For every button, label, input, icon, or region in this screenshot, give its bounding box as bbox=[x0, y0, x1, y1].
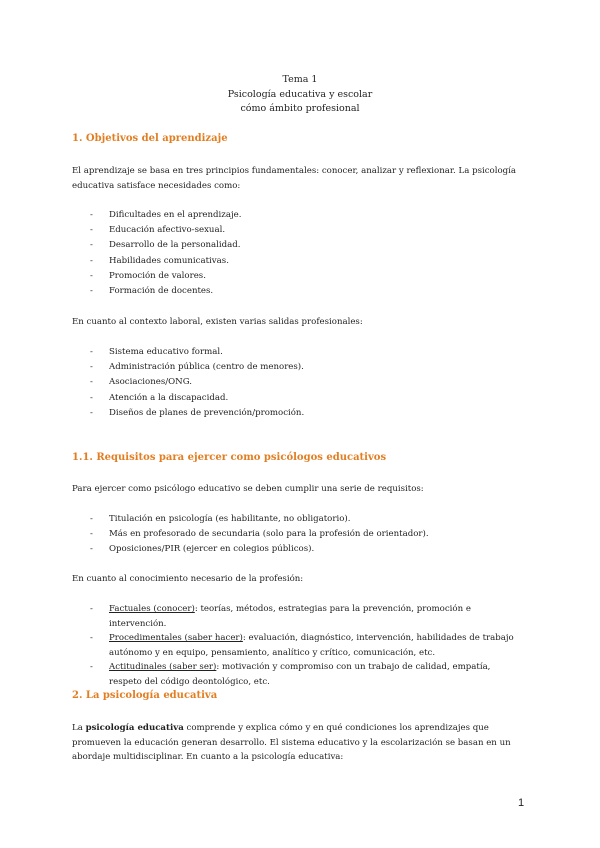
title-line-1: Tema 1 bbox=[282, 74, 318, 85]
knowledge-desc: : motivación y compromiso con un trabajo de calidad, empatía, respeto del código deontológico, etc. bbox=[109, 662, 491, 687]
paragraph-lead: La bbox=[72, 723, 86, 733]
section-1-intro: El aprendizaje se basa en tres principios fundamentales: conocer, analizar y reflexionar. La psicología educativa satisface necesidades como: bbox=[72, 166, 517, 191]
list-item: - Oposiciones/PIR (ejercer en colegios públicos). bbox=[90, 542, 520, 557]
list-item bbox=[90, 602, 520, 631]
knowledge-term: Factuales (conocer) bbox=[109, 604, 195, 614]
list-item bbox=[90, 631, 520, 660]
knowledge-term: Actitudinales (saber ser) bbox=[109, 662, 217, 673]
list-item: - Desarrollo de la personalidad. bbox=[90, 238, 520, 253]
section-2-heading: 2. La psicología educativa bbox=[72, 690, 218, 701]
professional-exits-list bbox=[90, 345, 520, 421]
list-item: - Habilidades comunicativas. bbox=[90, 254, 520, 269]
list-item: - Dificultades en el aprendizaje. bbox=[90, 208, 520, 223]
list-item: - Diseños de planes de prevención/promoción. bbox=[90, 406, 520, 421]
document-title bbox=[0, 73, 600, 117]
list-item: - Más en profesorado de secundaria (solo para la profesión de orientador). bbox=[90, 527, 520, 542]
labor-intro: En cuanto al contexto laboral, existen varias salidas profesionales: bbox=[72, 317, 363, 327]
knowledge-list bbox=[90, 602, 520, 690]
section-1-1-intro: Para ejercer como psicólogo educativo se deben cumplir una serie de requisitos: bbox=[72, 484, 424, 494]
knowledge-term: Procedimentales (saber hacer) bbox=[109, 633, 243, 644]
knowledge-desc: : evaluación, diagnóstico, intervención, habilidades de trabajo autónomo y en equipo, pensamiento, analítico y crítico, comunicación, etc. bbox=[109, 633, 514, 658]
section-1-1-heading: 1.1. Requisitos para ejercer como psicólogos educativos bbox=[72, 452, 387, 463]
bold-term: psicología educativa bbox=[85, 723, 184, 733]
list-item: - Asociaciones/ONG. bbox=[90, 375, 520, 390]
paragraph-rest: comprende y explica cómo y en qué condiciones los aprendizajes que promueven la educación generan desarrollo. El sistema educativo y la escolarización se basan en un abordaje multidisciplinar. En cuanto a la psicología educativa: bbox=[72, 723, 511, 763]
section-2-paragraph bbox=[72, 721, 532, 765]
page-number: 1 bbox=[518, 797, 525, 809]
list-item: - Formación de docentes. bbox=[90, 284, 520, 299]
list-item: - Promoción de valores. bbox=[90, 269, 520, 284]
list-item: - Educación afectivo-sexual. bbox=[90, 223, 520, 238]
title-line-3: cómo ámbito profesional bbox=[240, 103, 360, 114]
section-1-heading: 1. Objetivos del aprendizaje bbox=[72, 133, 228, 144]
list-item bbox=[90, 660, 520, 689]
knowledge-desc: : teorías, métodos, estrategias para la prevención, promoción e intervención. bbox=[109, 604, 471, 629]
title-line-2: Psicología educativa y escolar bbox=[227, 88, 373, 100]
list-item: - Titulación en psicología (es habilitante, no obligatorio). bbox=[90, 512, 520, 527]
knowledge-intro: En cuanto al conocimiento necesario de la profesión: bbox=[72, 574, 304, 584]
list-item: - Sistema educativo formal. bbox=[90, 345, 520, 360]
list-item: - Atención a la discapacidad. bbox=[90, 391, 520, 406]
list-item: - Administración pública (centro de menores). bbox=[90, 360, 520, 375]
requirements-list bbox=[90, 512, 520, 558]
needs-list bbox=[90, 208, 520, 299]
